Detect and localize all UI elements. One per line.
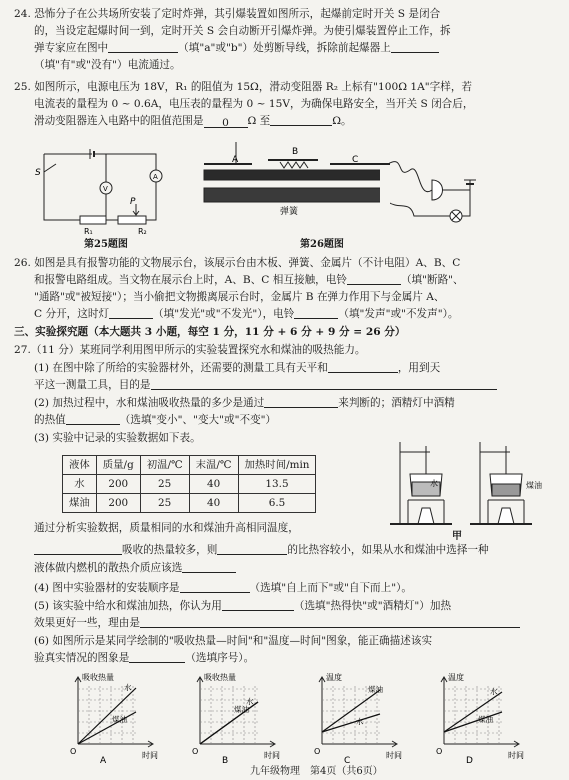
table-row — [63, 494, 316, 513]
y-axis-label: 吸收热量 — [204, 673, 236, 682]
answer-blank[interactable] — [108, 40, 178, 53]
label-A: A — [232, 155, 239, 165]
label-B: B — [292, 147, 299, 157]
figure-26-caption: 第26题图 — [300, 239, 344, 250]
table-row — [63, 475, 316, 494]
table-cell: 40 — [189, 494, 238, 513]
table-header: 质量/g — [96, 456, 140, 475]
label-R2: R₂ — [138, 227, 147, 234]
y-axis-label: 温度 — [326, 673, 342, 682]
q27-s1-line2: 平这一测量工具，目的是 — [34, 377, 497, 394]
answer-blank[interactable] — [264, 395, 338, 408]
graph-caption: A — [100, 756, 107, 764]
series-line-2 — [200, 702, 258, 744]
q26-line3: "通路"或"被短接"）；当小偷把文物搬离展示台时，金属片 B 在弹力作用下与金属片 A、 — [34, 291, 445, 303]
graph-option-D — [436, 672, 524, 764]
page-footer: 九年级物理 第4页（共6页） — [250, 766, 383, 777]
x-axis-label: 时间 — [264, 751, 280, 760]
label-A: A — [153, 173, 158, 181]
series-line-2 — [322, 714, 380, 732]
answer-blank[interactable] — [294, 306, 338, 319]
graph-caption: B — [222, 756, 229, 764]
q25-line1: 25. 如图所示，电源电压为 18V，R₁ 的阻值为 15Ω，滑动变阻器 R₂ 上标有"100Ω 1A"字样，若 — [14, 81, 473, 93]
answer-blank[interactable] — [140, 615, 520, 628]
table-cell: 40 — [189, 475, 238, 494]
q27-s2-line1: (2) 加热过程中，水和煤油吸收热量的多少是通过 来判断的；酒精灯中酒精 — [34, 397, 455, 409]
answer-blank[interactable] — [217, 542, 287, 555]
q27-s5-line2: 效果更好一些，理由是 — [34, 615, 520, 632]
q24-line4: （填"有"或"没有"）电流通过。 — [34, 59, 181, 71]
label-C: C — [352, 155, 359, 165]
answer-blank[interactable] — [180, 580, 250, 593]
graph-option-C — [314, 672, 402, 764]
series-label-1: 水 — [124, 683, 132, 692]
label-P: P — [130, 197, 136, 207]
label-R1: R₁ — [84, 227, 93, 234]
series-label-1: 煤油 — [368, 685, 383, 694]
q27-s3: (3) 实验中记录的实验数据如下表。 — [34, 432, 201, 444]
table-header: 液体 — [63, 456, 97, 475]
series-label-2: 煤油 — [234, 705, 249, 714]
section-3-heading: 三、实验探究题（本大题共 3 小题，每空 1 分，11 分 + 6 分 + 9 分 = 26 分） — [14, 326, 406, 338]
y-axis-label: 温度 — [448, 673, 464, 682]
label-V: V — [103, 185, 108, 193]
series-label-2: 煤油 — [478, 715, 493, 724]
answer-blank[interactable] — [328, 360, 398, 373]
answer-blank-filled[interactable]: 0 — [204, 115, 248, 128]
figure-jia-apparatus — [386, 440, 552, 536]
table-header: 加热时间/min — [238, 456, 316, 475]
origin-label: O — [70, 747, 77, 756]
option-graphs — [60, 672, 550, 764]
figure-26-alarm-stand — [200, 140, 500, 236]
y-axis-label: 吸收热量 — [82, 673, 114, 682]
answer-blank[interactable] — [151, 377, 497, 390]
graph-caption: D — [466, 756, 473, 764]
q27-conclusion-3: 液体做内燃机的散热介质应该选 — [34, 560, 236, 577]
q27-s5-line1: (5) 该实验中给水和煤油加热，你认为用 （选填"热得快"或"酒精灯"）加热 — [34, 600, 452, 612]
series-label-1: 水 — [490, 687, 498, 696]
label-S: S — [35, 168, 41, 178]
series-label-2: 水 — [356, 717, 364, 726]
answer-blank[interactable] — [109, 306, 153, 319]
answer-blank[interactable] — [129, 650, 185, 663]
answer-blank[interactable] — [182, 560, 236, 573]
answer-blank[interactable] — [391, 40, 439, 53]
q25-line2: 电流表的量程为 0 ~ 0.6A，电压表的量程为 0 ~ 15V，为确保电路安全，当开关 S 闭合后， — [34, 98, 474, 110]
origin-label: O — [436, 747, 443, 756]
q27-s4: (4) 图中实验器材的安装顺序是 （选填"自上而下"或"自下而上"）。 — [34, 582, 413, 594]
answer-blank[interactable] — [34, 542, 122, 555]
table-cell: 6.5 — [238, 494, 316, 513]
data-table — [62, 455, 316, 513]
q26-line2: 和报警电路组成。当文物在展示台上时，A、B、C 相互接触，电铃 （填"断路"、 — [34, 274, 464, 286]
table-header: 初温/℃ — [140, 456, 189, 475]
label-kerosene: 煤油 — [526, 481, 542, 490]
q26-line4: C 分开，这时灯 （填"发光"或"不发光"），电铃 （填"发声"或"不发声"）。 — [34, 308, 459, 320]
x-axis-label: 时间 — [142, 751, 158, 760]
series-label-1: 水 — [246, 697, 254, 706]
answer-blank[interactable] — [222, 598, 294, 611]
x-axis-label: 时间 — [386, 751, 402, 760]
series-label-2: 煤油 — [112, 715, 127, 724]
graph-caption: C — [344, 756, 351, 764]
table-cell: 25 — [140, 475, 189, 494]
table-header: 末温/℃ — [189, 456, 238, 475]
answer-blank[interactable] — [270, 113, 332, 126]
q27-heading: 27.（11 分）某班同学利用图甲所示的实验装置探究水和煤油的吸热能力。 — [14, 344, 366, 356]
q27-s6-line2: 验真实情况的图象是 （选填序号）。 — [34, 652, 255, 664]
q24-line2: 的，当设定起爆时间一到，定时开关 S 会自动断开引爆炸弹。为使引爆装置停止工作，拆 — [34, 25, 451, 37]
q27-s2-line2: 的热值 （选填"变小"、"变大"或"不变"） — [34, 414, 277, 426]
label-water: 水 — [430, 479, 438, 488]
q24-line3: 弹专家应在图中 （填"a"或"b"）处剪断导线，拆除前起爆器上 — [34, 40, 439, 57]
x-axis-label: 时间 — [508, 751, 524, 760]
answer-blank[interactable] — [66, 412, 120, 425]
q27-conclusion-1: 通过分析实验数据，质量相同的水和煤油升高相同温度， — [34, 522, 299, 534]
origin-label: O — [314, 747, 321, 756]
q25-line3: 滑动变阻器连入电路中的阻值范围是 0 Ω 至 Ω。 — [34, 115, 352, 129]
table-cell: 水 — [63, 475, 97, 494]
table-cell: 煤油 — [63, 494, 97, 513]
table-cell: 200 — [96, 494, 140, 513]
q24-line1: 24. 恐怖分子在公共场所安装了定时炸弹，其引爆装置如图所示，起爆前定时开关 S 是闭合 — [14, 8, 441, 20]
label-spring: 弹簧 — [280, 207, 299, 217]
graph-option-B — [192, 672, 280, 764]
graph-option-A — [70, 672, 158, 764]
table-cell: 200 — [96, 475, 140, 494]
q27-s6-line1: (6) 如图所示是某同学绘制的"吸收热量—时间"和"温度—时间"图象，能正确描述该实 — [34, 635, 433, 647]
q27-s1-line1: (1) 在图中除了所给的实验器材外，还需要的测量工具有天平和 ，用到天 — [34, 362, 441, 374]
table-cell: 13.5 — [238, 475, 316, 494]
answer-blank[interactable] — [347, 272, 401, 285]
series-line-1 — [444, 692, 502, 732]
figure-25-caption: 第25题图 — [84, 239, 128, 250]
q26-line1: 26. 如图是具有报警功能的文物展示台，该展示台由木板、弹簧、金属片（不计电阻）A、B、C — [14, 257, 461, 269]
series-line-1 — [78, 688, 136, 744]
figure-25-circuit — [30, 142, 180, 234]
table-header-row — [63, 456, 316, 475]
origin-label: O — [192, 747, 199, 756]
table-cell: 25 — [140, 494, 189, 513]
figure-jia-caption: 甲 — [452, 531, 462, 542]
q27-conclusion-2: 吸收的热量较多，则 的比热容较小，如果从水和煤油中选择一种 — [34, 542, 489, 559]
